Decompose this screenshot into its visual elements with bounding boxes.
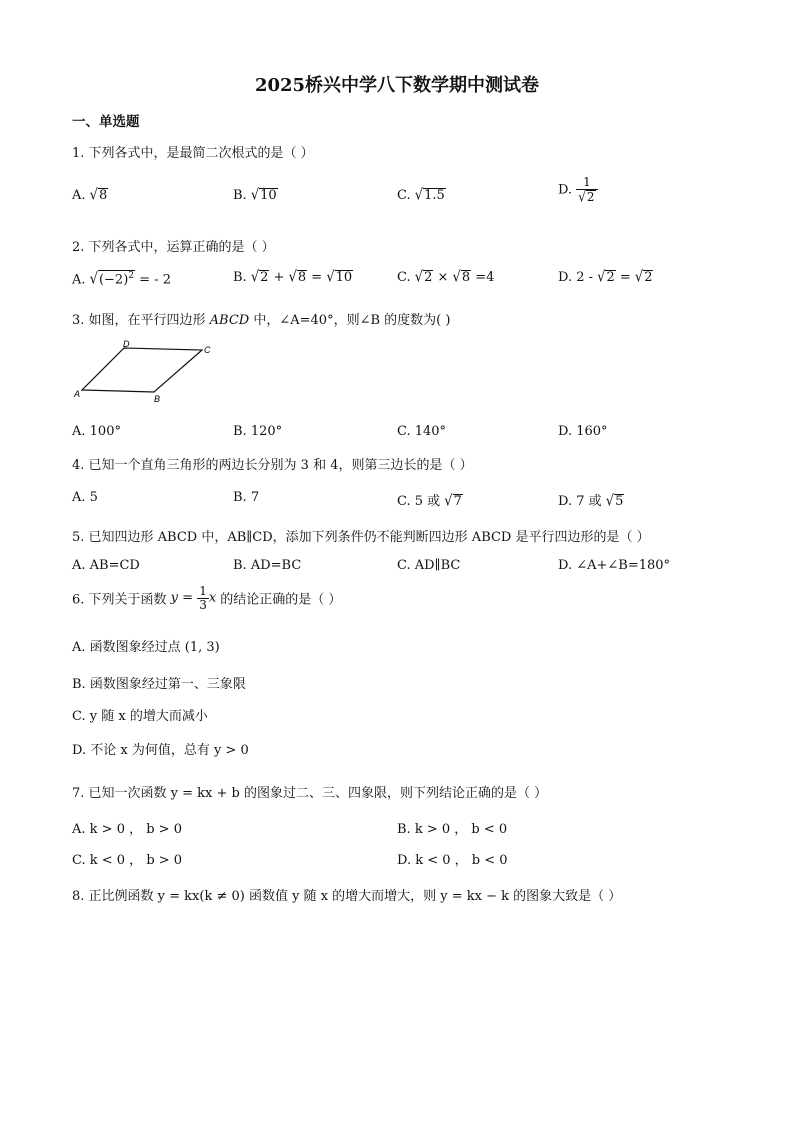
parallelogram-figure	[70, 338, 220, 406]
radicand: 8	[461, 270, 471, 285]
q2-option-c: C. √2 × √8 =4	[397, 268, 495, 287]
question-4-stem: 4. 已知一个直角三角形的两边长分别为 3 和 4，则第三边长的是（ ）	[72, 458, 473, 473]
radicand: 8	[98, 188, 108, 203]
q4-option-c: C. 5 或 √7	[397, 492, 462, 511]
question-7-stem: 7. 已知一次函数 y = kx + b 的图象过二、三、四象限，则下列结论正确的是（ ）	[72, 786, 548, 801]
radicand: 2	[424, 270, 433, 285]
option-label: D. 2 -	[558, 270, 598, 285]
radicand: 2	[586, 189, 595, 204]
stem-text: 3. 如图，在平行四边形	[72, 313, 210, 328]
operator: =	[615, 270, 635, 285]
question-1-stem: 1. 下列各式中，是最简二次根式的是（ ）	[72, 146, 314, 161]
question-5-stem: 5. 已知四边形 ABCD 中，AB∥CD，添加下列条件仍不能判断四边形 ABCD 是平行四边形的是（ ）	[72, 530, 650, 545]
stem-text: 6. 下列关于函数	[72, 592, 171, 608]
radicand: 2	[260, 270, 269, 285]
option-label: C. 5 或	[397, 494, 445, 509]
radicand: 2	[606, 270, 615, 285]
q6-option-b: B. 函数图象经过第一、三象限	[72, 677, 246, 692]
question-2-stem: 2. 下列各式中，运算正确的是（ ）	[72, 240, 275, 255]
fraction-denominator: 3	[199, 597, 207, 612]
q3-option-d: D. 160°	[558, 424, 608, 439]
operator: ×	[433, 270, 453, 285]
q6-option-a: A. 函数图象经过点 (1, 3)	[72, 640, 220, 655]
stem-text: 中，∠A=40°，则∠B 的度数为( )	[249, 313, 451, 328]
stem-math: y =	[170, 590, 198, 606]
question-8-stem: 8. 正比例函数 y = kx(k ≠ 0) 函数值 y 随 x 的增大而增大，则 y = kx − k 的图象大致是（ ）	[72, 889, 622, 904]
vertex-label-c: C	[204, 345, 211, 355]
vertex-label-d: D	[123, 339, 130, 349]
option-label: B.	[233, 188, 247, 203]
question-6-stem	[72, 585, 341, 611]
section-heading: 一、单选题	[72, 114, 140, 130]
q1-option-a: A. √8	[72, 186, 108, 205]
q7-option-b: B. k > 0 ， b < 0	[397, 822, 508, 837]
operator: =	[307, 270, 327, 285]
q5-option-a: A. AB=CD	[72, 558, 140, 573]
fraction-numerator: 1	[199, 584, 207, 598]
option-label: D. 7 或	[558, 494, 606, 509]
q5-option-c: C. AD∥BC	[397, 558, 461, 573]
radicand: 5	[615, 494, 624, 509]
q3-option-b: B. 120°	[233, 424, 283, 439]
q4-option-a: A. 5	[72, 490, 98, 505]
radicand-base: (−2)	[98, 272, 129, 288]
page-title: 2025桥兴中学八下数学期中测试卷	[254, 75, 540, 96]
q1-option-c: C. √1.5	[397, 186, 445, 205]
option-rest: = - 2	[135, 272, 171, 288]
radicand: 7	[453, 494, 462, 509]
exponent: 2	[128, 271, 135, 281]
operator: +	[269, 270, 289, 285]
q5-option-b: B. AD=BC	[233, 558, 302, 573]
q2-option-d: D. 2 - √2 = √2	[558, 268, 653, 287]
q1-option-b: B. √10	[233, 186, 277, 205]
radicand: 2	[644, 270, 653, 285]
radicand: 1.5	[424, 188, 445, 203]
q6-option-c: C. y 随 x 的增大而减小	[72, 709, 208, 724]
radicand	[98, 270, 135, 288]
question-3-stem	[72, 309, 450, 328]
q2-option-a: A. $√(-2)^2$ = - 2	[72, 271, 171, 289]
radicand: 10	[260, 188, 277, 203]
stem-math: x	[208, 590, 217, 606]
q6-option-d: D. 不论 x 为何值，总有 y > 0	[72, 743, 249, 758]
radicand: 10	[335, 270, 353, 285]
q1-option-d	[558, 176, 598, 204]
parallelogram-shape	[82, 348, 202, 392]
fraction-denominator: √2	[578, 188, 595, 205]
radicand: 8	[297, 270, 307, 285]
q7-option-a: A. k > 0 ， b > 0	[72, 822, 182, 837]
q2-option-b: B. √2 + √8 = √10	[233, 268, 353, 287]
vertex-label-b: B	[154, 394, 161, 404]
q7-option-d: D. k < 0 ， b < 0	[397, 853, 508, 868]
fraction	[197, 585, 209, 611]
q5-option-d: D. ∠A+∠B=180°	[558, 558, 671, 573]
option-label: C.	[397, 270, 411, 285]
option-rest: =4	[471, 270, 495, 285]
option-label: D.	[558, 182, 573, 198]
stem-variable: ABCD	[209, 313, 250, 328]
q3-option-a: A. 100°	[72, 424, 121, 439]
option-label: B.	[233, 270, 247, 285]
option-label: A.	[72, 272, 86, 288]
vertex-label-a: A	[74, 389, 81, 399]
q7-option-c: C. k < 0 ， b > 0	[72, 853, 183, 868]
stem-text: 的结论正确的是（ ）	[216, 592, 342, 608]
option-label: A.	[72, 188, 86, 203]
q4-option-b: B. 7	[233, 490, 260, 505]
fraction	[576, 176, 597, 204]
q3-option-c: C. 140°	[397, 424, 447, 439]
option-label: C.	[397, 188, 411, 203]
fraction-numerator: 1	[576, 176, 597, 190]
q4-option-d: D. 7 或 √5	[558, 492, 624, 511]
